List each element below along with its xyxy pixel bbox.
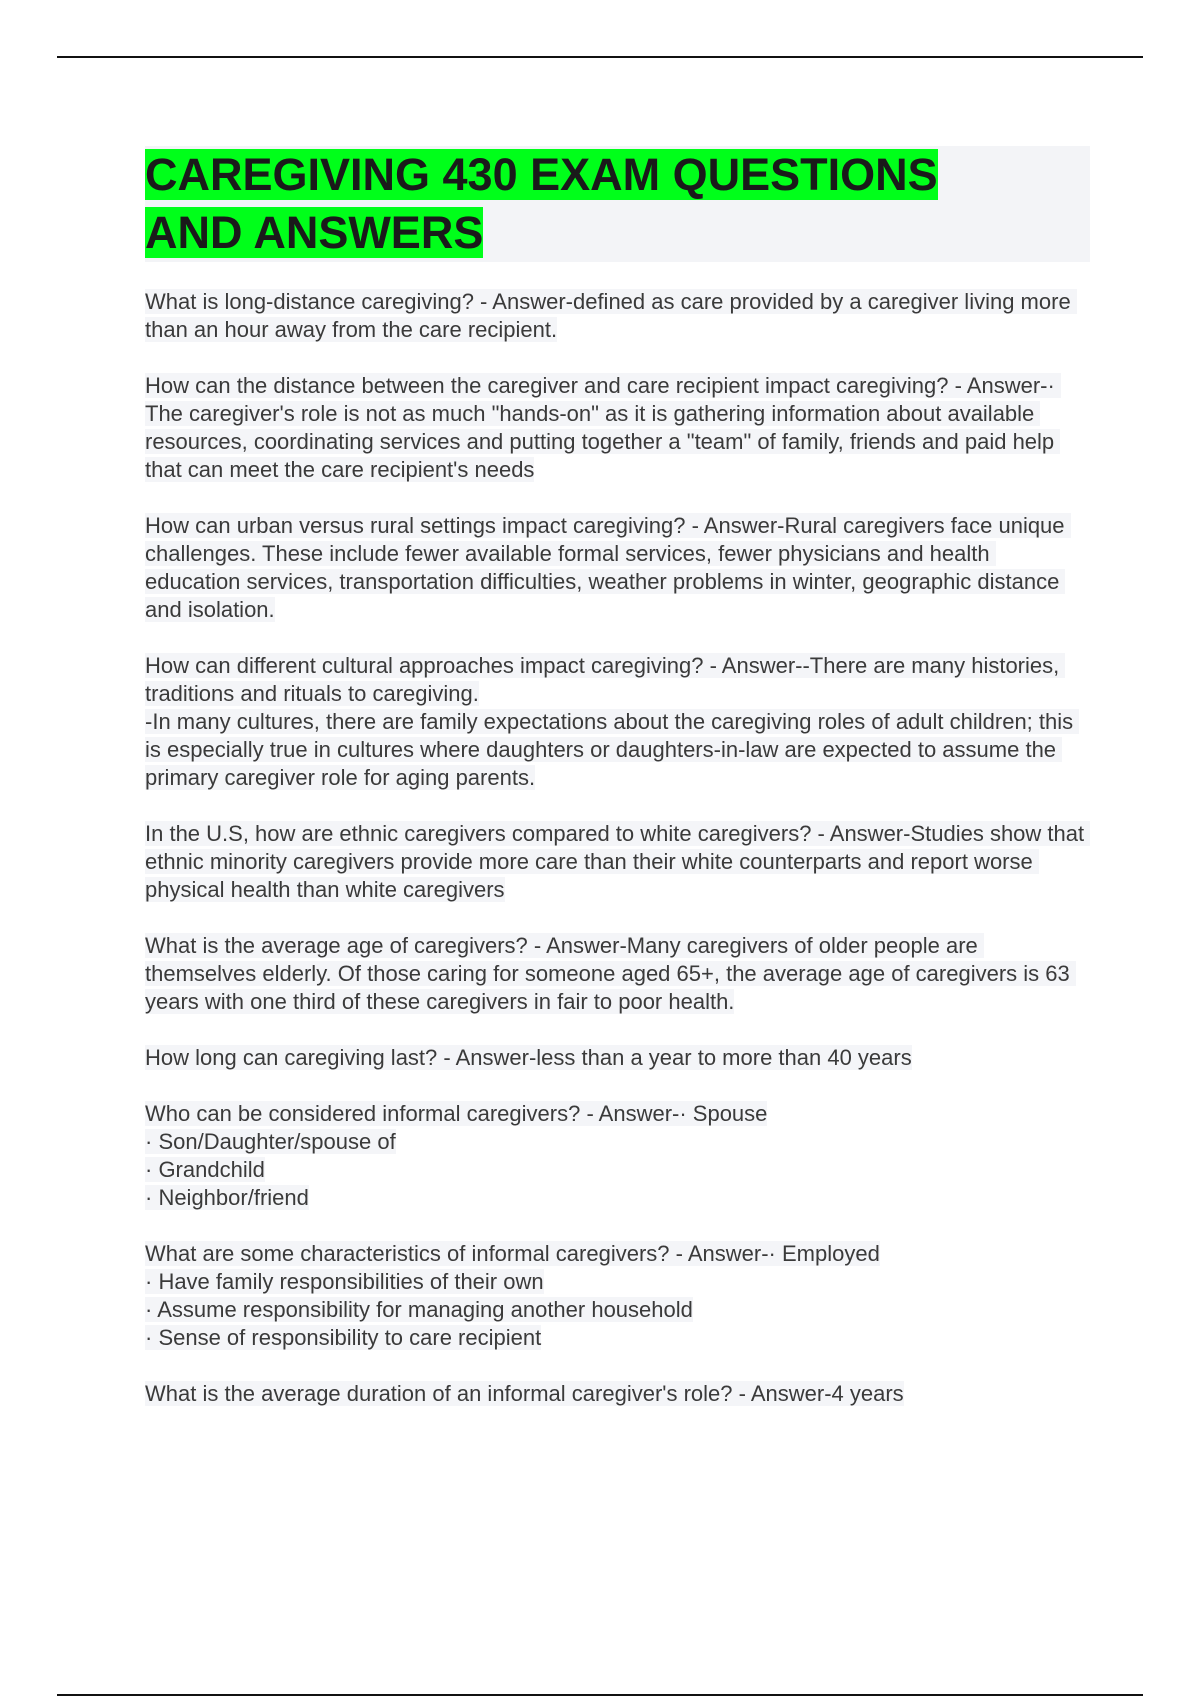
qa-item: [145, 372, 1090, 484]
qa-item: [145, 652, 1090, 792]
title-line-2: AND ANSWERS: [145, 207, 484, 258]
title-block: [145, 146, 1090, 262]
qa-item: [145, 1044, 1090, 1072]
qa-text: How can different cultural approaches impact caregiving? - Answer--There are many histories, traditions and rituals to caregiving. -In many cultures, there are family expectations about the caregiving roles of adult children; this is especially true in cultures where daughters or daughters-in-law are expected to assume the primary caregiver role for aging parents.: [145, 653, 1079, 790]
qa-text: What is the average duration of an informal caregiver's role? - Answer-4 years: [145, 1381, 904, 1406]
qa-text: How can urban versus rural settings impact caregiving? - Answer-Rural caregivers face unique challenges. These include fewer available formal services, fewer physicians and health education services, transportation difficulties, weather problems in winter, geographic distance and isolation.: [145, 513, 1071, 622]
qa-item: [145, 1100, 1090, 1212]
qa-item: [145, 820, 1090, 904]
qa-text: What is the average age of caregivers? - Answer-Many caregivers of older people are themselves elderly. Of those caring for someone aged 65+, the average age of caregivers is 63 years with one third of these caregivers in fair to poor health.: [145, 933, 1076, 1014]
qa-item: [145, 288, 1090, 344]
qa-item: [145, 1380, 1090, 1408]
title-line-1: CAREGIVING 430 EXAM QUESTIONS: [145, 149, 938, 200]
qa-text: What are some characteristics of informal caregivers? - Answer-· Employed · Have family responsibilities of their own · Assume responsibility for managing another household · Sense of responsibility to care recipient: [145, 1241, 880, 1350]
qa-text: How can the distance between the caregiver and care recipient impact caregiving? - Answer-· The caregiver's role is not as much "hands-on" as it is gathering information about available resources, coordinating services and putting together a "team" of family, friends and paid help that can meet the care recipient's needs: [145, 373, 1061, 482]
qa-item: [145, 512, 1090, 624]
document-body: [145, 146, 1090, 1436]
qa-text: Who can be considered informal caregivers? - Answer-· Spouse · Son/Daughter/spouse of · Grandchild · Neighbor/friend: [145, 1101, 768, 1210]
header-rule: [57, 56, 1143, 58]
qa-item: [145, 1240, 1090, 1352]
qa-item: [145, 932, 1090, 1016]
footer-rule: [57, 1694, 1143, 1696]
qa-text: How long can caregiving last? - Answer-less than a year to more than 40 years: [145, 1045, 912, 1070]
qa-text: What is long-distance caregiving? - Answer-defined as care provided by a caregiver living more than an hour away from the care recipient.: [145, 289, 1077, 342]
document-title: [145, 146, 1090, 262]
qa-text: In the U.S, how are ethnic caregivers compared to white caregivers? - Answer-Studies show that ethnic minority caregivers provide more care than their white counterparts and report worse physical health than white caregivers: [145, 821, 1091, 902]
